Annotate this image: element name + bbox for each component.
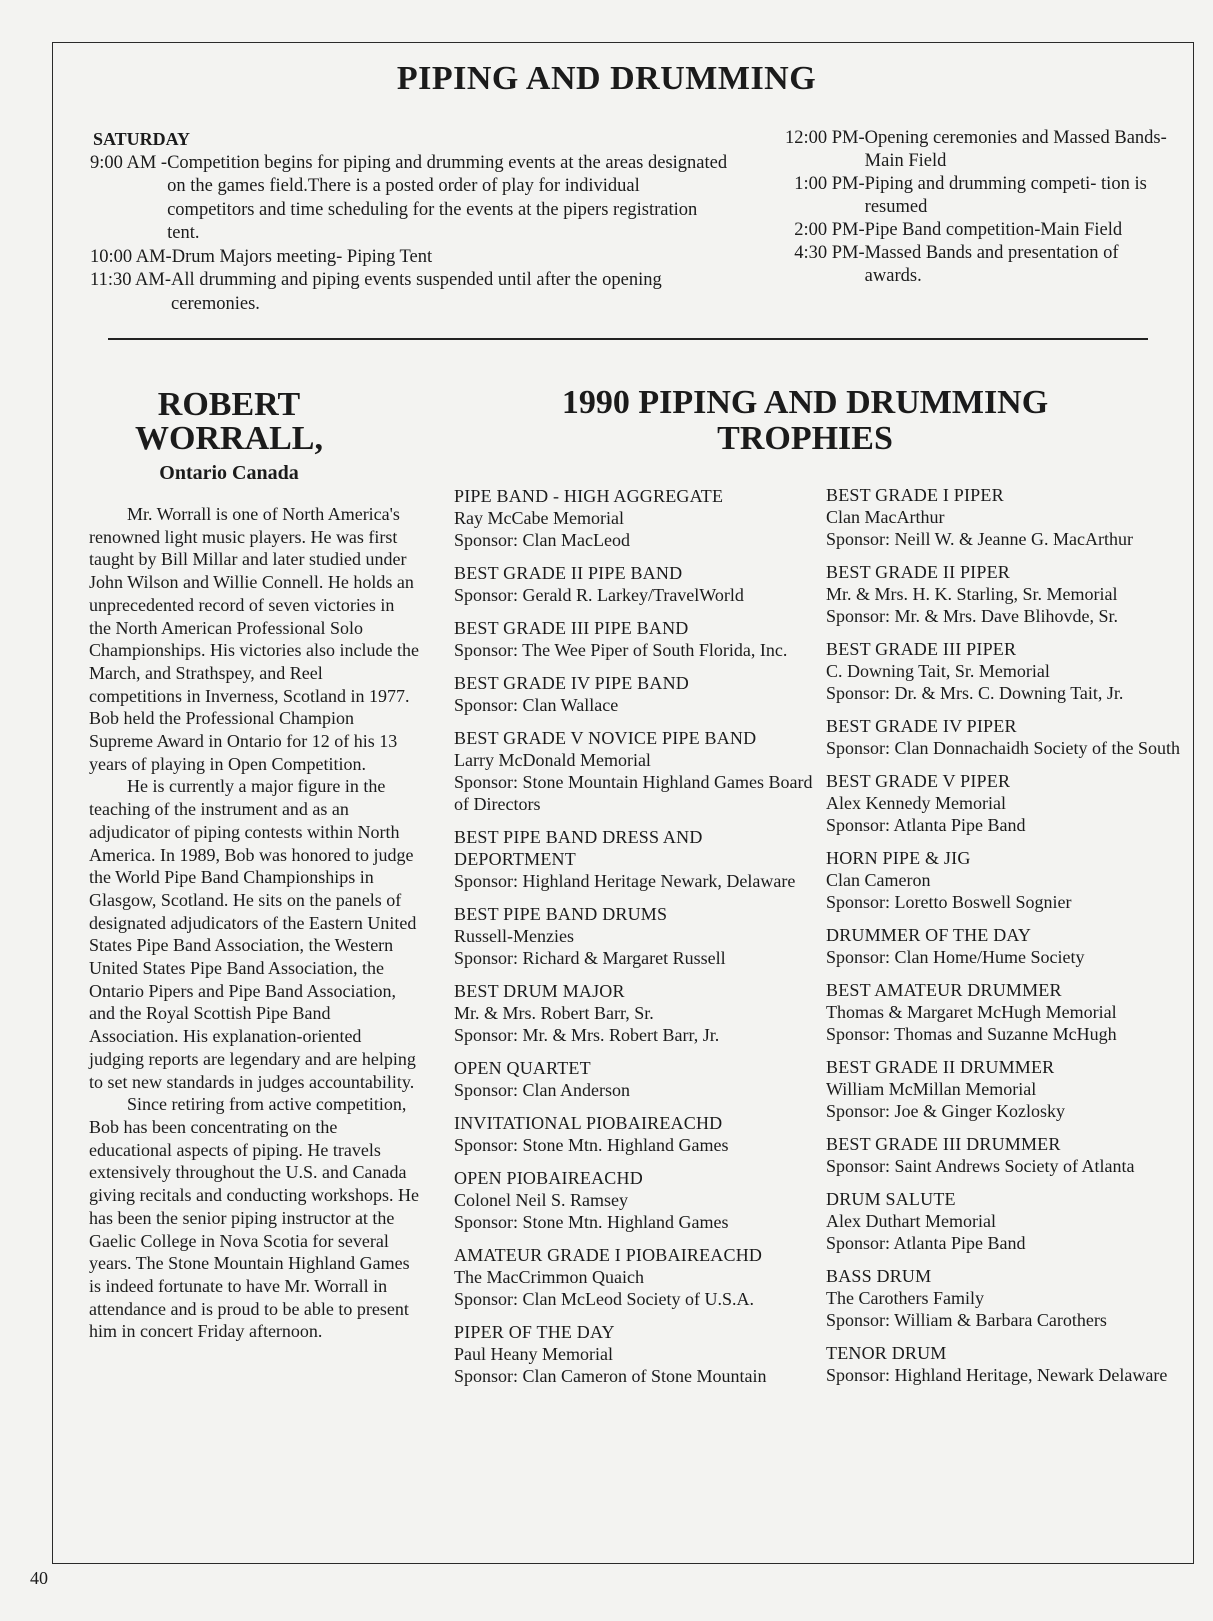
- schedule-time: 10:00 AM-: [90, 246, 172, 267]
- schedule-time: 12:00 PM-: [785, 128, 865, 148]
- trophy-name: AMATEUR GRADE I PIOBAIREACHD: [454, 1245, 763, 1265]
- trophy-name: DRUMMER OF THE DAY: [826, 925, 1032, 945]
- schedule-time: 9:00 AM -: [90, 152, 168, 173]
- schedule-entry: [785, 219, 1175, 242]
- trophy-name: BEST AMATEUR DRUMMER: [826, 980, 1062, 1000]
- trophy-item: [454, 485, 824, 551]
- schedule-left-entries: [90, 152, 730, 317]
- trophy-item: [826, 1188, 1196, 1254]
- trophy-detail: Paul Heany Memorial: [454, 1344, 613, 1364]
- trophy-item: [454, 826, 824, 892]
- schedule-time: 1:00 PM-: [785, 174, 865, 194]
- trophy-detail: Sponsor: Clan Wallace: [454, 695, 619, 715]
- schedule-entry: [90, 246, 730, 270]
- trophy-item: [454, 1112, 824, 1156]
- schedule-text: Drum Majors meeting- Piping Tent: [171, 246, 433, 267]
- trophy-detail: Clan Cameron: [826, 870, 931, 890]
- trophy-item: [826, 1265, 1196, 1331]
- trophy-detail: Sponsor: Thomas and Suzanne McHugh: [826, 1024, 1117, 1044]
- trophy-item: [454, 903, 824, 969]
- trophy-name: DRUM SALUTE: [826, 1189, 956, 1209]
- schedule-text: Competition begins for piping and drumming events at the areas designated on the games field.There is a posted order of play for individual competitors and time scheduling for the events at the pipers registration tent.: [167, 152, 728, 243]
- schedule-left: [90, 128, 730, 316]
- trophy-detail: Clan MacArthur: [826, 507, 945, 527]
- trophies-column-2: [826, 484, 1196, 1397]
- trophy-name: BEST GRADE III PIPER: [826, 639, 1017, 659]
- trophy-item: [454, 562, 824, 606]
- trophy-item: [826, 979, 1196, 1045]
- trophy-detail: Sponsor: Saint Andrews Society of Atlanta: [826, 1156, 1135, 1176]
- trophy-name: OPEN QUARTET: [454, 1058, 591, 1078]
- schedule-text: All drumming and piping events suspended until after the opening ceremonies.: [171, 270, 662, 314]
- trophy-name: BEST GRADE III PIPE BAND: [454, 618, 689, 638]
- trophy-name: BASS DRUM: [826, 1266, 932, 1286]
- trophy-item: [454, 980, 824, 1046]
- trophy-name: INVITATIONAL PIOBAIREACHD: [454, 1113, 723, 1133]
- trophy-name: BEST GRADE V NOVICE PIPE BAND: [454, 728, 757, 748]
- trophy-item: [454, 1321, 824, 1387]
- trophies-title-line2: TROPHIES: [717, 420, 893, 457]
- bio-paragraph: Since retiring from active competition, Bob has been concentrating on the educational aspects of piping. He travels extensively throughout the U.S. and Canada giving recitals and conducting workshops. He has been the senior piping instructor at the Gaelic College in Nova Scotia for several years. The Stone Mountain Highland Games is indeed fortunate to have Mr. Worrall in attendance and is proud to be able to present him in concert Friday afternoon.: [89, 1094, 419, 1342]
- trophy-name: BEST GRADE II PIPER: [826, 562, 1010, 582]
- schedule-right-entries: [785, 127, 1175, 288]
- trophy-detail: The MacCrimmon Quaich: [454, 1267, 644, 1287]
- trophy-detail: Sponsor: Clan Donnachaidh Society of the South: [826, 738, 1180, 758]
- schedule-text: Pipe Band competition-Main Field: [864, 220, 1123, 240]
- trophy-detail: Sponsor: Atlanta Pipe Band: [826, 815, 1026, 835]
- trophies-heading: [495, 385, 1115, 457]
- trophy-detail: C. Downing Tait, Sr. Memorial: [826, 661, 1050, 681]
- trophy-detail: Sponsor: Stone Mtn. Highland Games: [454, 1135, 729, 1155]
- bio-location: Ontario Canada: [159, 462, 299, 484]
- schedule-entry: [90, 269, 730, 316]
- schedule-entry: [90, 152, 730, 246]
- trophy-detail: Mr. & Mrs. Robert Barr, Sr.: [454, 1003, 654, 1023]
- trophy-detail: Sponsor: Richard & Margaret Russell: [454, 948, 726, 968]
- trophy-detail: Sponsor: Clan McLeod Society of U.S.A.: [454, 1289, 754, 1309]
- bio-heading: [112, 388, 346, 456]
- trophy-name: BEST GRADE III DRUMMER: [826, 1134, 1061, 1154]
- trophy-item: [826, 484, 1196, 550]
- trophy-detail: Sponsor: Highland Heritage Newark, Delaware: [454, 871, 796, 891]
- trophy-item: [454, 672, 824, 716]
- bio-paragraph: He is currently a major figure in the teaching of the instrument and as an adjudicator of piping contests within North America. In 1989, Bob was honored to judge the World Pipe Band Championships in Glasgow, Scotland. He sits on the panels of designated adjudicators of the Eastern United States Pipe Band Association, the Western United States Pipe Band Association, the Ontario Pipers and Pipe Band Association, and the Royal Scottish Pipe Band Association. His explanation-oriented judging reports are legendary and are helping to set new standards in judges accountability.: [89, 776, 417, 1092]
- trophy-detail: Sponsor: Highland Heritage, Newark Delaware: [826, 1365, 1168, 1385]
- trophy-detail: Sponsor: Mr. & Mrs. Dave Blihovde, Sr.: [826, 606, 1119, 626]
- trophy-name: BEST GRADE II PIPE BAND: [454, 563, 683, 583]
- trophy-name: BEST GRADE IV PIPE BAND: [454, 673, 689, 693]
- trophy-item: [826, 561, 1196, 627]
- trophy-item: [454, 1244, 824, 1310]
- trophy-detail: Sponsor: Clan Anderson: [454, 1080, 631, 1100]
- schedule-text: Opening ceremonies and Massed Bands-Main Field: [864, 128, 1167, 171]
- section-divider: [108, 338, 1148, 340]
- trophy-detail: Russell-Menzies: [454, 926, 574, 946]
- trophy-detail: Sponsor: William & Barbara Carothers: [826, 1310, 1107, 1330]
- trophy-detail: Thomas & Margaret McHugh Memorial: [826, 1002, 1117, 1022]
- trophy-item: [826, 1056, 1196, 1122]
- trophy-item: [454, 1167, 824, 1233]
- trophy-item: [454, 727, 824, 815]
- trophy-detail: Sponsor: Stone Mountain Highland Games Board of Directors: [454, 772, 813, 814]
- trophy-item: [826, 770, 1196, 836]
- bio-paragraph: Mr. Worrall is one of North America's renowned light music players. He was first taught by Bill Millar and later studied under John Wilson and Willie Connell. He holds an unprecedented record of seven victories in the North American Professional Solo Championships. His victories also include the March, and Strathspey, and Reel competitions in Inverness, Scotland in 1977. Bob held the Professional Champion Supreme Award in Ontario for 12 of his 13 years of playing in Open Competition.: [89, 504, 419, 774]
- schedule-day: SATURDAY: [93, 129, 191, 149]
- trophy-detail: Alex Duthart Memorial: [826, 1211, 996, 1231]
- trophy-detail: Sponsor: Mr. & Mrs. Robert Barr, Jr.: [454, 1025, 720, 1045]
- trophy-detail: Mr. & Mrs. H. K. Starling, Sr. Memorial: [826, 584, 1118, 604]
- bio-name-line1: ROBERT: [157, 386, 301, 423]
- trophies-title-line1: 1990 PIPING AND DRUMMING: [561, 384, 1049, 421]
- bio-body: [89, 503, 419, 1343]
- trophy-detail: Larry McDonald Memorial: [454, 750, 651, 770]
- trophy-name: PIPE BAND - HIGH AGGREGATE: [454, 486, 724, 506]
- trophy-name: BEST PIPE BAND DRESS AND DEPORTMENT: [454, 827, 703, 869]
- trophy-detail: Sponsor: Clan Cameron of Stone Mountain: [454, 1366, 767, 1386]
- trophy-name: TENOR DRUM: [826, 1343, 947, 1363]
- trophy-item: [454, 617, 824, 661]
- schedule-time: 11:30 AM-: [90, 270, 172, 290]
- trophy-name: BEST GRADE II DRUMMER: [826, 1057, 1055, 1077]
- trophy-item: [826, 715, 1196, 759]
- trophy-detail: Sponsor: The Wee Piper of South Florida, Inc.: [454, 640, 788, 660]
- trophies-column-1: [454, 485, 824, 1398]
- bio-name-line2: WORRALL,: [135, 420, 323, 457]
- page-number: 40: [30, 1568, 48, 1588]
- trophy-item: [826, 1133, 1196, 1177]
- trophy-item: [454, 1057, 824, 1101]
- schedule-right: [785, 127, 1175, 288]
- schedule-text: Piping and drumming competi- tion is resumed: [864, 174, 1147, 217]
- trophy-name: BEST PIPE BAND DRUMS: [454, 904, 668, 924]
- schedule-entry: [785, 127, 1175, 173]
- trophy-detail: Sponsor: Neill W. & Jeanne G. MacArthur: [826, 529, 1133, 549]
- trophy-detail: Ray McCabe Memorial: [454, 508, 624, 528]
- trophy-name: PIPER OF THE DAY: [454, 1322, 615, 1342]
- trophy-detail: Sponsor: Dr. & Mrs. C. Downing Tait, Jr.: [826, 683, 1124, 703]
- trophy-name: BEST GRADE I PIPER: [826, 485, 1004, 505]
- trophy-detail: Sponsor: Gerald R. Larkey/TravelWorld: [454, 585, 744, 605]
- trophy-detail: Sponsor: Loretto Boswell Sognier: [826, 892, 1072, 912]
- trophy-item: [826, 924, 1196, 968]
- trophy-detail: Sponsor: Atlanta Pipe Band: [826, 1233, 1026, 1253]
- trophy-name: HORN PIPE & JIG: [826, 848, 971, 868]
- trophy-detail: The Carothers Family: [826, 1288, 984, 1308]
- trophy-item: [826, 1342, 1196, 1386]
- trophy-detail: Colonel Neil S. Ramsey: [454, 1190, 628, 1210]
- page-title: PIPING AND DRUMMING: [396, 60, 817, 97]
- schedule-text: Massed Bands and presentation of awards.: [864, 243, 1119, 286]
- trophy-detail: Alex Kennedy Memorial: [826, 793, 1006, 813]
- schedule-time: 2:00 PM-: [785, 220, 865, 240]
- trophy-detail: William McMillan Memorial: [826, 1079, 1037, 1099]
- trophy-name: BEST GRADE V PIPER: [826, 771, 1011, 791]
- trophy-detail: Sponsor: Clan Home/Hume Society: [826, 947, 1085, 967]
- trophy-detail: Sponsor: Clan MacLeod: [454, 530, 630, 550]
- trophy-detail: Sponsor: Stone Mtn. Highland Games: [454, 1212, 729, 1232]
- trophy-name: BEST GRADE IV PIPER: [826, 716, 1017, 736]
- trophy-name: BEST DRUM MAJOR: [454, 981, 625, 1001]
- trophy-item: [826, 847, 1196, 913]
- schedule-entry: [785, 242, 1175, 288]
- schedule-time: 4:30 PM-: [785, 243, 865, 263]
- trophy-name: OPEN PIOBAIREACHD: [454, 1168, 643, 1188]
- schedule-entry: [785, 173, 1175, 219]
- trophy-detail: Sponsor: Joe & Ginger Kozlosky: [826, 1101, 1065, 1121]
- trophy-item: [826, 638, 1196, 704]
